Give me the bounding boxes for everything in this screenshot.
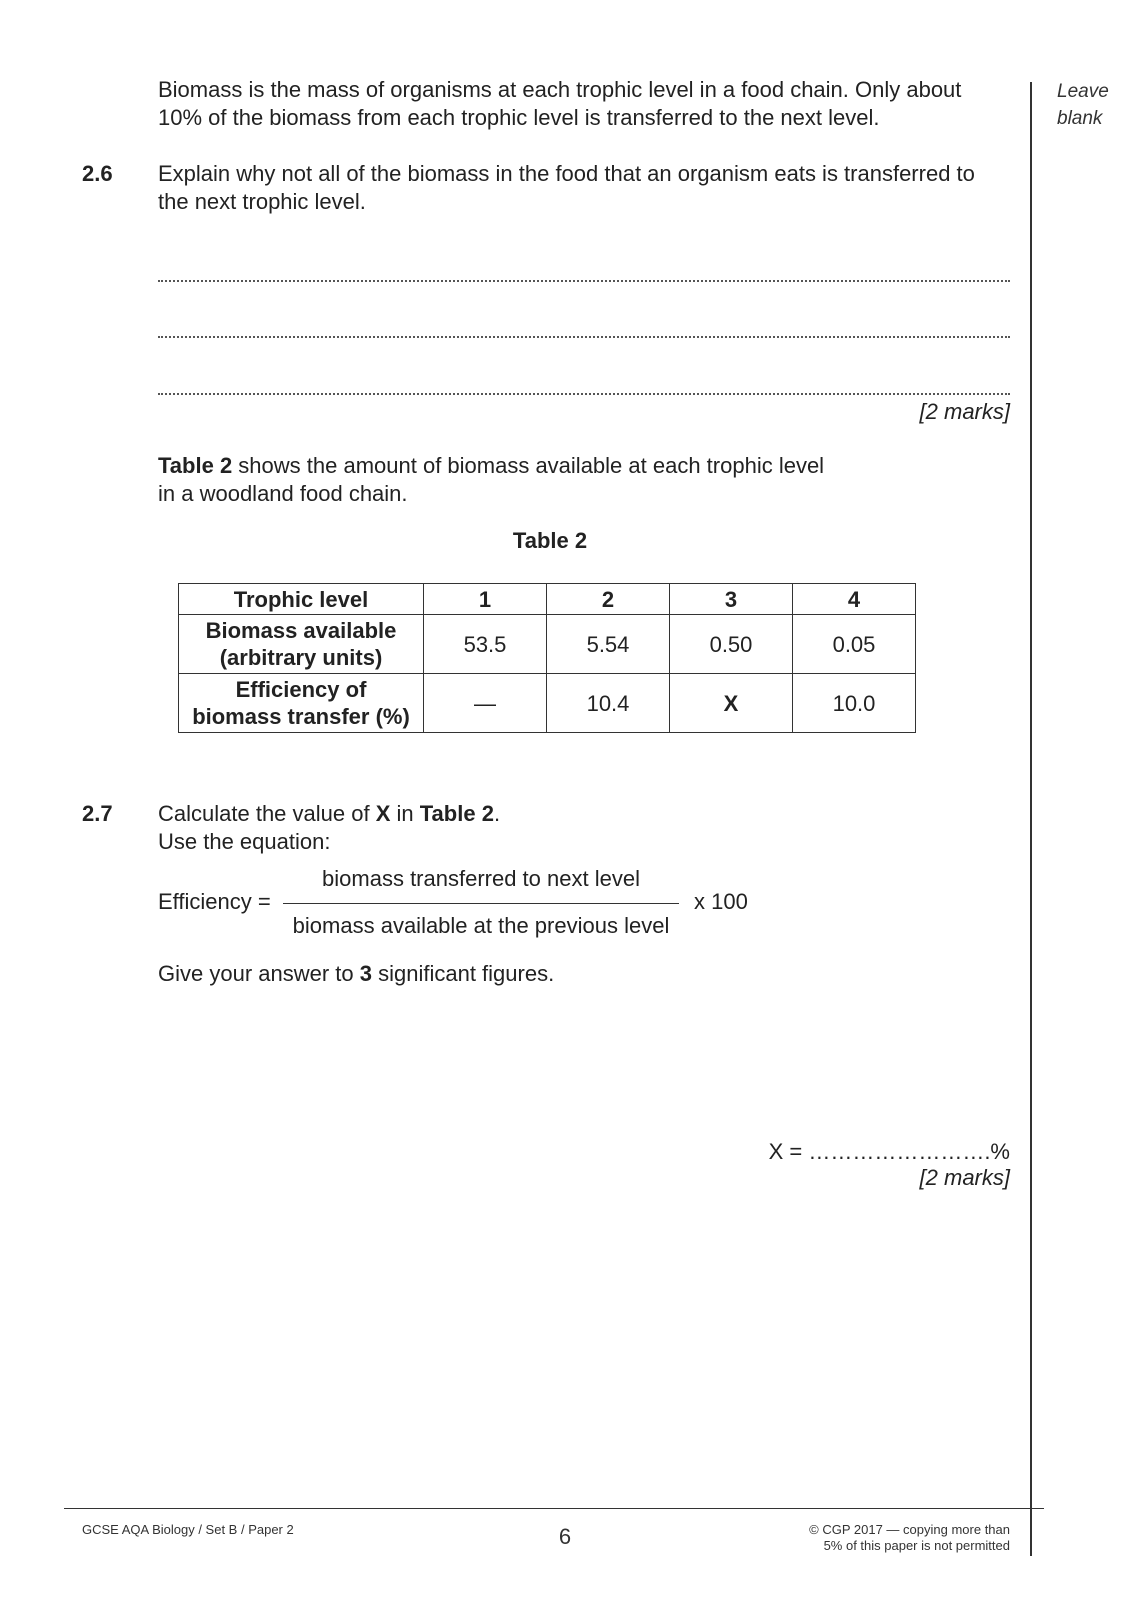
table-row-trophic-level bbox=[179, 584, 916, 615]
q27-line1-table: Table 2 bbox=[419, 801, 494, 826]
answer-line-2[interactable] bbox=[158, 336, 1010, 338]
table-row-biomass bbox=[179, 615, 916, 674]
table-row-efficiency bbox=[179, 674, 916, 733]
leave-blank-line1: Leave bbox=[1057, 81, 1109, 102]
footer-page-number: 6 bbox=[558, 1524, 572, 1549]
q27-line1-end: . bbox=[493, 801, 501, 826]
table-cell-efficiency-4: 10.0 bbox=[793, 674, 916, 733]
intro-line2: 10% of the biomass from each trophic level is transferred to the next level. bbox=[158, 105, 880, 130]
answer-line-3[interactable] bbox=[158, 393, 1010, 395]
table-header-biomass bbox=[179, 615, 424, 674]
biomass-label-line2: (arbitrary units) bbox=[219, 645, 383, 670]
table-cell-level-1: 1 bbox=[424, 584, 547, 615]
intro-paragraph bbox=[158, 76, 1018, 132]
equation-label: Efficiency = bbox=[158, 889, 271, 914]
table-intro-paragraph bbox=[158, 452, 1018, 508]
table-cell-efficiency-1: — bbox=[424, 674, 547, 733]
intro-line1: Biomass is the mass of organisms at each trophic level in a food chain. Only about bbox=[158, 77, 962, 102]
footer-paper-title: GCSE AQA Biology / Set B / Paper 2 bbox=[82, 1522, 294, 1537]
table-cell-biomass-4: 0.05 bbox=[793, 615, 916, 674]
table-cell-efficiency-2: 10.4 bbox=[547, 674, 670, 733]
table-cell-efficiency-3: X bbox=[670, 674, 793, 733]
table-header-trophic-level: Trophic level bbox=[179, 584, 424, 615]
table-title: Table 2 bbox=[512, 528, 588, 553]
sig-post: significant figures. bbox=[372, 961, 555, 986]
leave-blank-line2: blank bbox=[1057, 108, 1103, 129]
footer-copyright-line1: © CGP 2017 — copying more than bbox=[809, 1522, 1010, 1537]
table-header-efficiency bbox=[179, 674, 424, 733]
q26-marks: [2 marks] bbox=[919, 399, 1010, 424]
question-number-2-7: 2.7 bbox=[82, 801, 113, 826]
equation-fraction-line bbox=[283, 903, 679, 904]
q27-line1 bbox=[158, 800, 1018, 828]
q27-marks: [2 marks] bbox=[919, 1165, 1010, 1190]
question-number-2-6: 2.6 bbox=[82, 161, 113, 186]
equation-denominator: biomass available at the previous level bbox=[292, 913, 670, 938]
question-2-7-text bbox=[158, 800, 1018, 856]
q27-line1-mid: in bbox=[390, 801, 420, 826]
answer-x-field[interactable]: X = …………………….% bbox=[768, 1139, 1010, 1164]
table-cell-level-2: 2 bbox=[547, 584, 670, 615]
efficiency-label-line1: Efficiency of bbox=[235, 677, 367, 702]
equation-numerator: biomass transferred to next level bbox=[322, 866, 640, 891]
table-cell-biomass-1: 53.5 bbox=[424, 615, 547, 674]
table-cell-biomass-3: 0.50 bbox=[670, 615, 793, 674]
answer-line-1[interactable] bbox=[158, 280, 1010, 282]
efficiency-label-line2: biomass transfer (%) bbox=[192, 704, 410, 729]
biomass-table bbox=[178, 583, 916, 733]
footer-copyright bbox=[760, 1522, 1010, 1554]
table-intro-line2: in a woodland food chain. bbox=[158, 481, 408, 506]
sig-pre: Give your answer to bbox=[158, 961, 360, 986]
table-intro-line1 bbox=[158, 452, 1018, 480]
table-intro-line1-rest: shows the amount of biomass available at each trophic level bbox=[232, 453, 825, 478]
margin-rule bbox=[1030, 82, 1032, 1556]
q26-line1: Explain why not all of the biomass in the food that an organism eats is transferred to bbox=[158, 161, 975, 186]
biomass-label-line1: Biomass available bbox=[205, 618, 397, 643]
q27-line2: Use the equation: bbox=[158, 829, 331, 854]
table-cell-level-4: 4 bbox=[793, 584, 916, 615]
table-cell-level-3: 3 bbox=[670, 584, 793, 615]
equation-multiplier: x 100 bbox=[694, 889, 748, 914]
q27-line1-pre: Calculate the value of bbox=[158, 801, 376, 826]
q27-line1-x: X bbox=[375, 801, 391, 826]
footer-copyright-line2: 5% of this paper is not permitted bbox=[823, 1538, 1010, 1553]
table-cell-biomass-2: 5.54 bbox=[547, 615, 670, 674]
sig-bold: 3 bbox=[359, 961, 372, 986]
q26-line2: the next trophic level. bbox=[158, 189, 366, 214]
question-2-6-text bbox=[158, 160, 1018, 216]
significant-figures-instruction bbox=[158, 960, 1018, 988]
leave-blank-note bbox=[1057, 78, 1127, 132]
table-intro-bold: Table 2 bbox=[158, 453, 233, 478]
footer-rule bbox=[64, 1508, 1044, 1509]
